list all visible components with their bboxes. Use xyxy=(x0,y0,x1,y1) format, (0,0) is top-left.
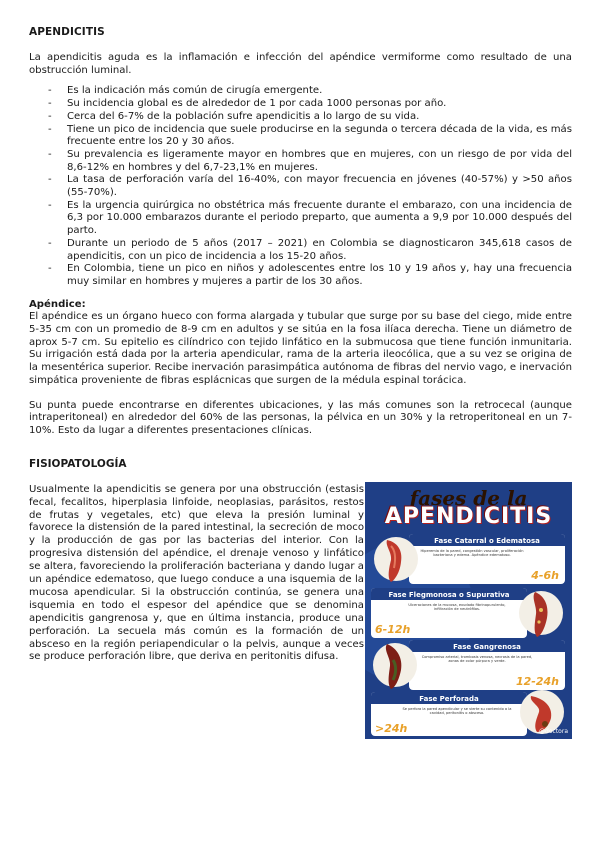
phase-description: Se perfora la pared apendicular y se vierte su contenido a la cavidad, peritonitis o absceso. xyxy=(402,706,512,716)
phases-infographic xyxy=(365,482,572,739)
list-item: - Su incidencia global es de alrededor de 1 por cada 1000 personas por año. xyxy=(29,98,572,111)
phase-time: 12-24h xyxy=(515,674,559,688)
list-item: - Durante un periodo de 5 años (2017 – 2021) en Colombia se diagnosticaron 345,618 casos de apendicitis, con un pico de incidencia a los 15-20 años. xyxy=(29,238,572,263)
phase-description: Hiperemia de la pared, congestión vascular, proliferación bacteriana y edema. Apéndice edematoso. xyxy=(420,548,524,558)
section-title-apendicitis: APENDICITIS xyxy=(29,26,105,38)
document-page xyxy=(29,26,572,739)
fisiopatologia-block xyxy=(29,484,572,739)
section-title-fisiopatologia: FISIOPATOLOGÍA xyxy=(29,457,127,470)
infographic-title-top: fases de la xyxy=(409,485,528,510)
phase-card xyxy=(409,534,565,584)
fisiopatologia-paragraph: Usualmente la apendicitis se genera por una obstrucción (estasis fecal, fecalitos, hiperplasia linfoide, neoplasias, parásitos, restos de frutas y vegetales, etc) que eleva la presión luminal y favorece la distensión de la pared intestinal, la secreción de moco y la producción de gas por las bacterias del interior. Con la progresiva distensión del apéndice, el drenaje venoso y linfático se altera, favoreciendo la proliferación bacteriana y dando lugar a un apéndice edematoso, que luego conduce a una isquemia de la mucosa apendicular. Si la obstrucción continúa, se genera una isquemia en todo el espesor del apéndice que se denomina apendicitis gangrenosa y, que en última instancia, produce una perforación. La secuela más común es la formación de un absceso en la región periapendicular o la pelvis, aunque a veces se produce perforación libre, que deriva en peritonitis difusa. xyxy=(29,483,364,663)
phase-name: Fase Catarral o Edematosa xyxy=(434,536,540,545)
phase-name: Fase Gangrenosa xyxy=(453,642,521,651)
apendice-paragraph-1: El apéndice es un órgano hueco con forma alargada y tubular que surge por su base del ciego, mide entre 5-35 cm con un promedio de 8-9 cm en adultos y se sitúa en la fosa ilíaca derecha. Tiene un diámetro de aprox 5-7 cm. Su epitelio es cilíndrico con tejido linfático en la submucosa que tiene función inmunitaria. Su irrigación está dada por la arteria apendicular, rama de la arteria ileocólica, que a su vez se origina de la mesentérica superior. Recibe inervación parasimpática autónoma de fibras del nervio vago, e inervación simpática proveniente de fibras esplácnicas que surgen de la médula espinal torácica. xyxy=(29,311,572,386)
phase-time: >24h xyxy=(375,721,408,735)
infographic-title-main: APENDICITIS xyxy=(384,503,553,529)
list-item: - Tiene un pico de incidencia que suele producirse en la segunda o tercera década de la vida, es más frecuente entre los 20 y 30 años. xyxy=(29,124,572,149)
phase-time: 6-12h xyxy=(375,622,411,636)
phase-card xyxy=(371,588,527,638)
epidemiology-list xyxy=(29,85,572,288)
apendice-paragraph-2: Su punta puede encontrarse en diferentes ubicaciones, y las más comunes son la retrocecal (aunque intraperitoneal) en alrededor del 60% de las personas, la pélvica en un 30% y la retroperitoneal en un 7-10%. Esto da lugar a diferentes presentaciones clínicas. xyxy=(29,399,572,436)
appendix-edematous-icon xyxy=(373,528,419,590)
appendix-gangrenous-icon xyxy=(371,634,419,696)
phase-time: 4-6h xyxy=(531,568,559,582)
phase-description: Compromiso arterial, trombosis venosa, necrosis de la pared, zonas de color púrpura y verde. xyxy=(421,654,533,664)
list-item: - La tasa de perforación varía del 16-40%, con mayor frecuencia en jóvenes (40-57%) y >50 años (55-70%). xyxy=(29,174,572,199)
phase-card xyxy=(409,640,565,690)
list-item: - Cerca del 6-7% de la población sufre apendicitis a lo largo de su vida. xyxy=(29,111,572,124)
author-handle: @doctora xyxy=(539,727,568,735)
phase-description: Ulceraciones de la mucosa, exudado fibrinopurulento, infiltración de neutrófilos. xyxy=(408,602,506,612)
list-item: - Es la urgencia quirúrgica no obstétrica más frecuente durante el embarazo, con una incidencia de 6,3 por 10.000 embarazos durante el periodo preparto, que aumenta a 9,9 por 10.000 después del parto. xyxy=(29,200,572,238)
phase-name: Fase Flegmonosa o Supurativa xyxy=(388,590,510,599)
intro-paragraph: La apendicitis aguda es la inflamación e infección del apéndice vermiforme como resultado de una obstrucción luminal. xyxy=(29,52,572,76)
list-item: - Es la indicación más común de cirugía emergente. xyxy=(29,85,572,98)
subsection-title-apendice: Apéndice: xyxy=(29,298,86,310)
list-item: - Su prevalencia es ligeramente mayor en hombres que en mujeres, con un riesgo de por vida del 8,6-12% en hombres y del 6,7-23,1% en mujeres. xyxy=(29,149,572,174)
phase-card xyxy=(371,692,527,736)
phase-name: Fase Perforada xyxy=(419,694,479,703)
list-item: - En Colombia, tiene un pico en niños y adolescentes entre los 10 y 19 años y, hay una frecuencia muy similar en hombres y mujeres a partir de los 30 años. xyxy=(29,263,572,288)
appendix-suppurative-icon xyxy=(517,582,565,644)
